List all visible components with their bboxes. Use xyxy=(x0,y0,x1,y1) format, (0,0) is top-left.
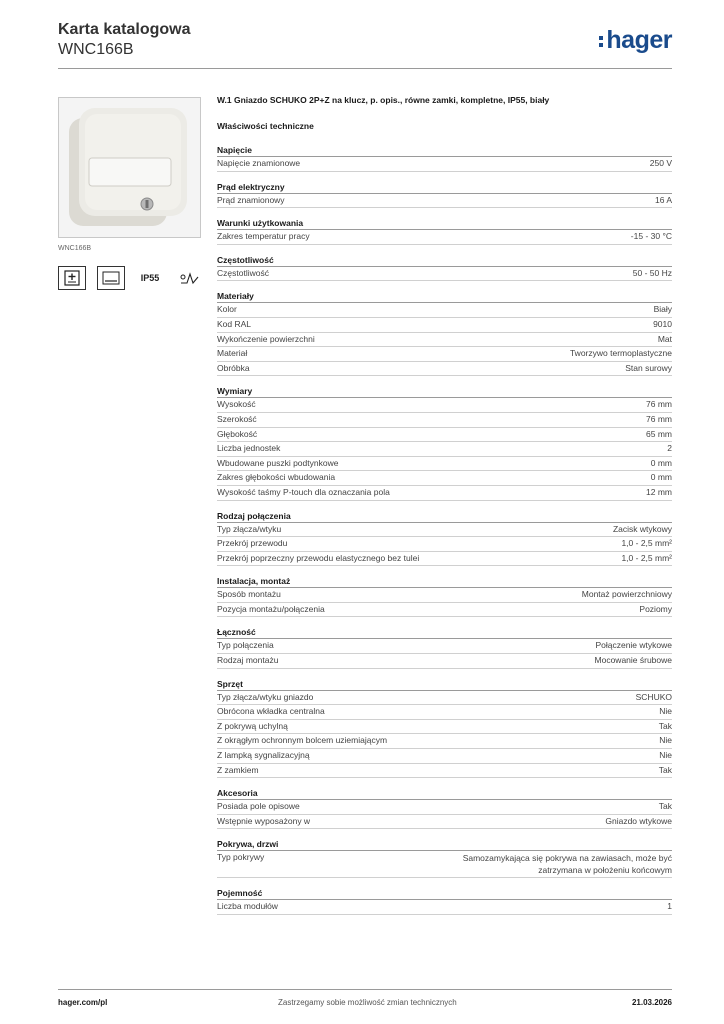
spec-label: Wysokość xyxy=(217,399,256,410)
spec-row xyxy=(217,705,672,720)
spec-value: Nie xyxy=(659,735,672,746)
spec-value: Nie xyxy=(659,706,672,717)
product-description: W.1 Gniazdo SCHUKO 2P+Z na klucz, p. opis., równe zamki, kompletne, IP55, biały xyxy=(217,95,550,105)
spec-section xyxy=(217,290,672,376)
ip-rating-icon: IP55 xyxy=(140,273,160,283)
spec-value: 0 mm xyxy=(650,457,672,468)
spec-label: Liczba jednostek xyxy=(217,443,281,454)
spec-section xyxy=(217,626,672,668)
spec-label: Sposób montażu xyxy=(217,589,281,600)
properties-title: Właściwości techniczne xyxy=(217,121,314,131)
spec-label: Częstotliwość xyxy=(217,267,269,278)
section-heading: Materiały xyxy=(217,290,672,303)
section-heading: Prąd elektryczny xyxy=(217,181,672,194)
spec-row xyxy=(217,362,672,377)
spec-label: Zakres temperatur pracy xyxy=(217,231,310,242)
spec-section xyxy=(217,181,672,209)
spec-label: Obróbka xyxy=(217,362,250,373)
spec-row xyxy=(217,457,672,472)
specification-content xyxy=(217,94,672,924)
spec-value: 76 mm xyxy=(646,413,672,424)
spec-value: 250 V xyxy=(649,158,672,168)
spec-label: Wykończenie powierzchni xyxy=(217,333,315,344)
section-heading: Rodzaj połączenia xyxy=(217,510,672,523)
section-heading: Napięcie xyxy=(217,144,672,157)
spec-value: 2 xyxy=(667,443,672,454)
spec-label: Z zamkiem xyxy=(217,764,259,775)
spec-value: Gniazdo wtykowe xyxy=(605,815,672,826)
socket-illustration-icon xyxy=(59,98,200,237)
spec-row xyxy=(217,413,672,428)
section-heading: Wymiary xyxy=(217,385,672,398)
polymer-material-icon xyxy=(175,266,203,290)
spec-label: Kod RAL xyxy=(217,318,252,329)
spec-label: Z lampką sygnalizacyjną xyxy=(217,750,310,761)
spec-sections xyxy=(217,144,672,915)
spec-row xyxy=(217,734,672,749)
spec-section xyxy=(217,678,672,779)
spec-row xyxy=(217,720,672,735)
section-heading: Warunki użytkowania xyxy=(217,217,672,230)
spec-label: Z okrągłym ochronnym bolcem uziemiającym xyxy=(217,735,388,746)
spec-value: Montaż powierzchniowy xyxy=(581,589,672,600)
spec-row xyxy=(217,230,672,245)
class-i-protection-icon xyxy=(58,266,86,290)
spec-label: Liczba modułów xyxy=(217,901,278,912)
spec-row xyxy=(217,442,672,457)
spec-label: Typ złącza/wtyku xyxy=(217,523,282,534)
spec-value: Połączenie wtykowe xyxy=(595,640,672,651)
spec-row xyxy=(217,603,672,618)
spec-label: Pozycja montażu/połączenia xyxy=(217,603,325,614)
spec-value: Stan surowy xyxy=(625,362,672,373)
logo-dots-icon xyxy=(599,33,604,50)
surface-mount-icon xyxy=(97,266,125,290)
spec-row xyxy=(217,486,672,501)
spec-row xyxy=(217,851,672,878)
spec-section xyxy=(217,254,672,282)
spec-section xyxy=(217,838,672,878)
spec-section xyxy=(217,144,672,172)
spec-label: Wbudowane puszki podtynkowe xyxy=(217,457,339,468)
spec-label: Szerokość xyxy=(217,413,257,424)
spec-label: Wstępnie wyposażony w xyxy=(217,815,311,826)
page-header xyxy=(58,20,672,70)
spec-section xyxy=(217,510,672,567)
spec-label: Napięcie znamionowe xyxy=(217,158,301,168)
spec-row xyxy=(217,588,672,603)
spec-row xyxy=(217,815,672,830)
spec-label: Rodzaj montażu xyxy=(217,655,279,666)
spec-row xyxy=(217,428,672,443)
spec-value: 16 A xyxy=(654,194,672,205)
spec-label: Przekrój poprzeczny przewodu elastycznego bez tulei xyxy=(217,552,420,563)
spec-value: 76 mm xyxy=(646,399,672,410)
spec-row xyxy=(217,537,672,552)
spec-row xyxy=(217,194,672,209)
spec-row xyxy=(217,639,672,654)
spec-row xyxy=(217,318,672,333)
spec-value: Nie xyxy=(659,750,672,761)
footer-website-link[interactable]: hager.com/pl xyxy=(58,998,108,1007)
spec-value: Tak xyxy=(658,764,672,775)
spec-label: Typ złącza/wtyku gniazdo xyxy=(217,691,314,702)
spec-value: Samozamykająca się pokrywa na zawiasach, może być zatrzymana w położeniu końcowym xyxy=(462,853,672,876)
spec-value: SCHUKO xyxy=(635,691,672,702)
spec-label: Głębokość xyxy=(217,428,258,439)
spec-row xyxy=(217,691,672,706)
spec-value: Mat xyxy=(657,333,672,344)
product-code: WNC166B xyxy=(58,41,134,58)
spec-value: Tak xyxy=(658,801,672,812)
spec-row xyxy=(217,398,672,413)
spec-row xyxy=(217,471,672,486)
image-caption: WNC166B xyxy=(58,245,92,252)
section-heading: Łączność xyxy=(217,626,672,639)
spec-value: Zacisk wtykowy xyxy=(612,523,672,534)
spec-row xyxy=(217,523,672,538)
spec-value: 65 mm xyxy=(646,428,672,439)
section-heading: Pojemność xyxy=(217,887,672,900)
spec-label: Prąd znamionowy xyxy=(217,194,285,205)
spec-row xyxy=(217,333,672,348)
spec-section xyxy=(217,385,672,500)
spec-label: Materiał xyxy=(217,348,248,359)
spec-value: 1,0 - 2,5 mm² xyxy=(621,538,672,549)
section-heading: Pokrywa, drzwi xyxy=(217,838,672,851)
spec-label: Kolor xyxy=(217,304,237,315)
section-heading: Akcesoria xyxy=(217,787,672,800)
spec-row xyxy=(217,347,672,362)
product-image xyxy=(58,97,201,238)
spec-value: 9010 xyxy=(653,318,672,329)
spec-value: Poziomy xyxy=(639,603,672,614)
spec-value: 1 xyxy=(667,901,672,912)
spec-row xyxy=(217,303,672,318)
spec-row xyxy=(217,800,672,815)
header-divider xyxy=(58,68,672,69)
spec-label: Obrócona wkładka centralna xyxy=(217,706,325,717)
spec-row xyxy=(217,157,672,172)
spec-row xyxy=(217,267,672,282)
spec-row xyxy=(217,654,672,669)
spec-label: Typ pokrywy xyxy=(217,852,265,863)
spec-value: 1,0 - 2,5 mm² xyxy=(621,552,672,563)
spec-value: 50 - 50 Hz xyxy=(632,267,672,278)
spec-label: Zakres głębokości wbudowania xyxy=(217,472,336,483)
spec-label: Posiada pole opisowe xyxy=(217,801,300,812)
spec-section xyxy=(217,887,672,915)
section-heading: Sprzęt xyxy=(217,678,672,691)
spec-row xyxy=(217,900,672,915)
spec-label: Przekrój przewodu xyxy=(217,538,288,549)
section-heading: Instalacja, montaż xyxy=(217,575,672,588)
spec-section xyxy=(217,575,672,617)
spec-value: 0 mm xyxy=(650,472,672,483)
spec-value: 12 mm xyxy=(646,486,672,497)
spec-label: Typ połączenia xyxy=(217,640,274,651)
spec-value: Tworzywo termoplastyczne xyxy=(569,348,672,359)
spec-row xyxy=(217,764,672,779)
hager-logo[interactable] xyxy=(599,26,672,55)
spec-row xyxy=(217,749,672,764)
certification-icons xyxy=(58,266,203,290)
spec-value: -15 - 30 °C xyxy=(630,231,672,242)
spec-section xyxy=(217,787,672,829)
spec-label: Wysokość taśmy P-touch dla oznaczania pola xyxy=(217,486,390,497)
document-title: Karta katalogowa xyxy=(58,21,191,38)
spec-section xyxy=(217,217,672,245)
section-heading: Częstotliwość xyxy=(217,254,672,267)
spec-label: Z pokrywą uchylną xyxy=(217,720,288,731)
footer-divider xyxy=(58,989,672,990)
spec-value: Tak xyxy=(658,720,672,731)
footer-disclaimer: Zastrzegamy sobie możliwość zmian technicznych xyxy=(278,998,457,1007)
spec-value: Biały xyxy=(653,304,672,315)
footer-date: 21.03.2026 xyxy=(631,998,672,1007)
spec-value: Mocowanie śrubowe xyxy=(594,655,672,666)
spec-row xyxy=(217,552,672,567)
logo-text: hager xyxy=(606,26,672,54)
